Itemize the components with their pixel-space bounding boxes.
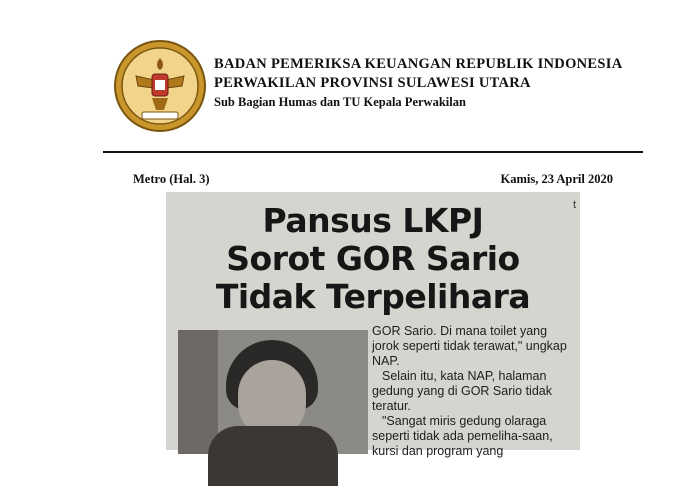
institution-name: BADAN PEMERIKSA KEUANGAN REPUBLIK INDONESIA [214,56,623,72]
garuda-emblem-logo [112,38,208,134]
sub-division-name: Sub Bagian Humas dan TU Kepala Perwakilan [214,95,466,109]
headline-line-3: Tidak Terpelihara [215,277,531,316]
date-label: Kamis, 23 April 2020 [500,172,613,186]
article-paragraph: "Sangat miris gedung olaraga seperti tidak ada pemeliha-saan, kursi dan program yang [372,414,553,458]
article-paragraph: Selain itu, kata NAP, halaman gedung yang di GOR Sario tidak teratur. [372,369,552,413]
person-photo [178,330,368,454]
source-label: Metro (Hal. 3) [133,172,210,186]
headline-line-2: Sorot GOR Sario [226,239,520,278]
clipping-edge-text: t [572,199,576,211]
header-divider [103,151,643,153]
article-column [372,324,576,459]
headline-line-1: Pansus LKPJ [262,201,484,240]
article-paragraph: GOR Sario. Di mana toilet yang jorok seperti tidak terawat," ungkap NAP. [372,324,567,368]
newspaper-clipping [166,192,580,458]
branch-name: PERWAKILAN PROVINSI SULAWESI UTARA [214,75,531,91]
